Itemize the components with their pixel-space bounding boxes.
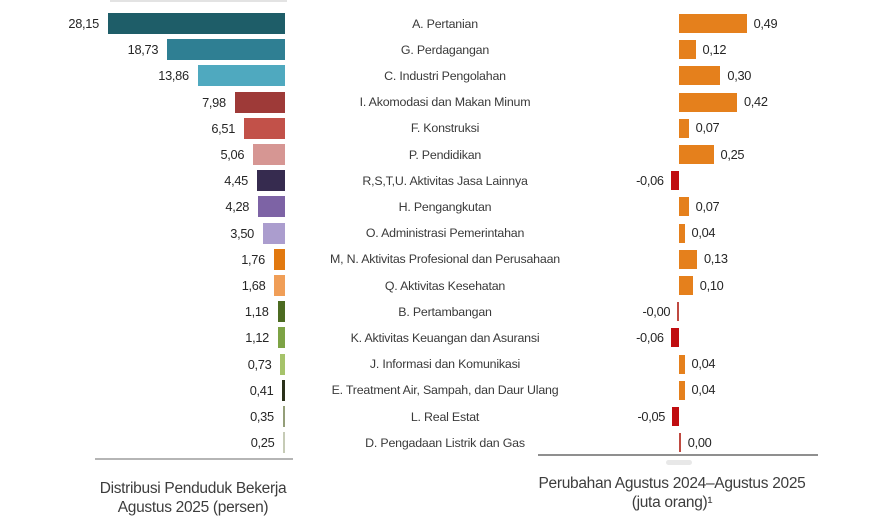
left-value-label: 1,18 (244, 304, 269, 320)
left-value-label: 18,73 (127, 42, 159, 58)
category-label: K. Aktivitas Keuangan dan Asuransi (350, 330, 540, 345)
left-value-label: 13,86 (158, 68, 189, 84)
right-value-label: 0,13 (703, 251, 728, 267)
category-label: I. Akomodasi dan Makan Minum (359, 95, 531, 110)
right-bar (672, 407, 679, 426)
right-value-label: -0,00 (642, 303, 671, 319)
right-bar (671, 171, 679, 190)
right-value-label: 0,04 (691, 356, 716, 372)
right-value-label: 0,00 (687, 434, 712, 450)
right-bar (679, 145, 714, 164)
left-bar (235, 92, 285, 113)
left-value-label: 0,35 (250, 409, 274, 424)
left-bar-row (0, 13, 285, 34)
category-label: Q. Aktivitas Kesehatan (384, 278, 506, 293)
left-value-label: 3,50 (230, 225, 254, 241)
left-bar-row (0, 223, 285, 244)
category-label: C. Industri Pengolahan (384, 68, 506, 83)
right-value-label: 0,07 (695, 198, 720, 214)
right-bar (679, 66, 720, 85)
right-bar (679, 93, 737, 112)
left-bar-row (0, 65, 285, 86)
left-bar (274, 275, 285, 296)
right-value-label: 0,04 (691, 225, 716, 241)
right-bar (679, 276, 693, 295)
left-bar (167, 39, 285, 60)
right-bar (679, 197, 689, 216)
left-value-label: 6,51 (211, 120, 236, 136)
right-value-label: -0,06 (636, 172, 664, 188)
left-value-label: 0,41 (249, 382, 274, 398)
left-bar-row (0, 118, 285, 139)
left-bar-row (0, 144, 285, 165)
left-bar-row (0, 327, 285, 348)
right-value-label: 0,10 (699, 277, 724, 293)
left-bar-row (0, 249, 285, 270)
left-bar (283, 406, 285, 427)
left-value-label: 5,06 (220, 147, 245, 162)
category-label: D. Pengadaan Listrik dan Gas (365, 435, 525, 450)
left-bar-row (0, 301, 285, 322)
left-value-label: 0,73 (247, 356, 272, 372)
left-bar (278, 327, 285, 348)
category-label: H. Pengangkutan (398, 199, 492, 214)
right-bar (679, 14, 747, 33)
right-bar (679, 224, 685, 243)
left-bar (263, 223, 285, 244)
left-bar-row (0, 406, 285, 427)
left-value-label: 1,68 (241, 278, 266, 293)
left-bar (244, 118, 285, 139)
right-value-label: 0,42 (743, 94, 768, 110)
right-bar (679, 433, 681, 452)
right-value-label: -0,05 (637, 408, 666, 424)
left-chart-title (93, 479, 293, 517)
right-chart-title-line2: (juta orang)¹ (631, 494, 713, 511)
left-chart-title-line1: Distribusi Penduduk Bekerja (99, 480, 287, 497)
left-bar (283, 432, 285, 453)
category-label: M, N. Aktivitas Profesional dan Perusahaan (330, 252, 560, 267)
right-bar (671, 328, 679, 347)
right-value-label: 0,30 (727, 67, 752, 83)
left-bar-row (0, 380, 285, 401)
cropped-bar-edge (110, 0, 287, 2)
left-value-label: 4,45 (224, 173, 249, 189)
left-bar-row (0, 170, 285, 191)
right-value-label: -0,06 (636, 329, 664, 345)
left-bar-row (0, 196, 285, 217)
right-bar (679, 355, 685, 374)
category-label: G. Perdagangan (400, 42, 490, 57)
left-value-label: 7,98 (202, 94, 226, 110)
right-axis-line (538, 454, 818, 456)
category-label: L. Real Estat (410, 409, 480, 424)
category-label: J. Informasi dan Komunikasi (369, 357, 521, 372)
right-bar (679, 381, 685, 400)
right-value-label: 0,07 (695, 120, 720, 136)
left-bar (280, 354, 285, 375)
left-bar (108, 13, 285, 34)
left-value-label: 1,12 (245, 330, 269, 346)
left-bar (198, 65, 285, 86)
left-value-label: 4,28 (225, 199, 250, 215)
left-bar-row (0, 275, 285, 296)
category-label: R,S,T,U. Aktivitas Jasa Lainnya (362, 173, 528, 188)
category-label: B. Pertambangan (398, 304, 492, 319)
right-value-label: 0,04 (691, 382, 716, 398)
left-value-label: 28,15 (68, 16, 99, 31)
right-chart-title-line1: Perubahan Agustus 2024–Agustus 2025 (538, 475, 806, 492)
left-bar (258, 196, 285, 217)
left-bar-row (0, 432, 285, 453)
category-label: O. Administrasi Pemerintahan (365, 226, 525, 241)
left-bar (253, 144, 285, 165)
right-value-label: 0,25 (720, 146, 745, 162)
left-bar-row (0, 354, 285, 375)
left-bar-row (0, 92, 285, 113)
right-value-label: 0,49 (753, 15, 778, 31)
separator-pill (666, 460, 692, 465)
right-bar (677, 302, 679, 321)
left-chart-title-line2: Agustus 2025 (persen) (117, 499, 269, 516)
category-label: P. Pendidikan (408, 147, 482, 162)
left-value-label: 1,76 (241, 251, 265, 267)
right-chart-title (522, 474, 822, 512)
left-bar (257, 170, 285, 191)
left-bar-row (0, 39, 285, 60)
left-bar (274, 249, 285, 270)
category-label: F. Konstruksi (410, 121, 480, 136)
right-bar (679, 250, 697, 269)
left-value-label: 0,25 (250, 435, 275, 451)
left-bar (282, 380, 285, 401)
category-label: E. Treatment Air, Sampah, dan Daur Ulang (331, 383, 559, 398)
left-axis-line (95, 458, 293, 460)
right-bar (679, 119, 689, 138)
right-value-label: 0,12 (702, 41, 727, 57)
right-bar (679, 40, 696, 59)
left-bar (278, 301, 285, 322)
category-label: A. Pertanian (412, 16, 478, 31)
